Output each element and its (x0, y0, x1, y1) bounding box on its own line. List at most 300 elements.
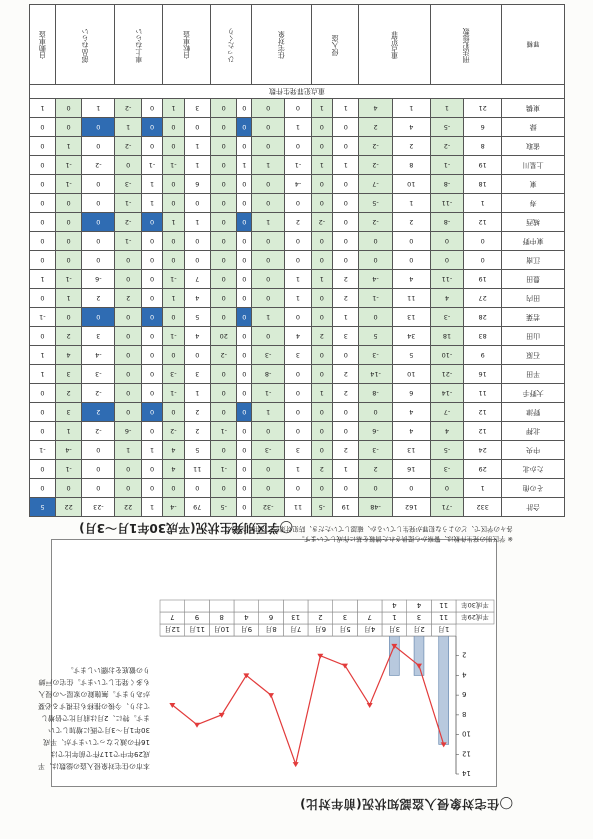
table-cell: 27 (464, 289, 502, 308)
legend-label: 平成30年 (461, 601, 489, 609)
value-label: 9 (194, 613, 200, 621)
table-cell: 4 (359, 99, 392, 118)
table-cell: 16 (392, 460, 430, 479)
y-tick-label: 14 (462, 769, 471, 777)
table-cell: 0 (210, 441, 236, 460)
table-cell: 0 (237, 175, 252, 194)
table-cell: 0 (115, 327, 141, 346)
table-cell: -1 (55, 270, 81, 289)
table-cell: 0 (141, 270, 162, 289)
table-cell: 1 (115, 441, 141, 460)
category-label: 7月 (289, 625, 302, 633)
table-cell: -3 (430, 460, 463, 479)
table-cell: -7 (430, 403, 463, 422)
table-cell: 0 (30, 460, 56, 479)
table-cell: 0 (55, 308, 81, 327)
table-note-2: 各々の学区で、どのような犯罪が発生しているか、確認していただき、防犯対策にご活用ください。 (220, 525, 513, 533)
table-cell: 12 (464, 403, 502, 422)
table-cell: 2 (333, 384, 359, 403)
bar-平成30年 (414, 636, 424, 675)
table-row (30, 137, 565, 156)
table-cell: 0 (30, 384, 56, 403)
district-table (29, 4, 565, 517)
table-cell: 0 (237, 403, 252, 422)
table-cell: -14 (359, 365, 392, 384)
value-label: 1 (392, 613, 397, 621)
table-cell: 0 (141, 422, 162, 441)
table-cell: 3 (333, 327, 359, 346)
table-cell: 1 (184, 156, 210, 175)
table-cell: 0 (30, 251, 56, 270)
table-cell: 0 (285, 365, 311, 384)
table-cell: 1 (464, 479, 502, 498)
table-row (30, 460, 565, 479)
table-cell: 8 (392, 156, 430, 175)
table-cell: 0 (333, 118, 359, 137)
value-cell (160, 600, 185, 612)
table-cell: 2 (392, 137, 430, 156)
y-tick-label: 2 (462, 650, 467, 659)
table-cell: 0 (30, 479, 56, 498)
column-header (252, 5, 312, 85)
table-cell: 10 (392, 175, 430, 194)
table-cell: 1 (311, 99, 332, 118)
value-label: 8 (219, 613, 224, 621)
column-header (311, 5, 359, 85)
table-cell: 0 (311, 289, 332, 308)
table-cell: 0 (464, 251, 502, 270)
table-cell: 0 (184, 118, 210, 137)
table-cell: 0 (237, 308, 252, 327)
table-cell: 1 (311, 384, 332, 403)
table-cell: 0 (82, 118, 115, 137)
table-cell: 0 (311, 346, 332, 365)
table-cell: 0 (82, 232, 115, 251)
table-cell: 0 (163, 118, 184, 137)
table-cell: -8 (430, 175, 463, 194)
value-label: 11 (439, 601, 449, 609)
table-cell: 0 (252, 479, 285, 498)
table-cell: 0 (359, 251, 392, 270)
table-cell: 0 (311, 137, 332, 156)
district-name: 上星川 (502, 156, 565, 175)
table-cell: 0 (252, 251, 285, 270)
table-cell: 0 (252, 232, 285, 251)
line-marker (194, 723, 200, 728)
table-cell: 0 (55, 99, 81, 118)
y-tick-label: 10 (462, 729, 471, 738)
table-cell: -1 (30, 441, 56, 460)
chart-heading: ◯住宅対象侵入盗認知状況(前年対比) (299, 797, 513, 811)
table-cell: -3 (252, 441, 285, 460)
table-cell: 1 (141, 194, 162, 213)
table-cell: 0 (141, 403, 162, 422)
table-cell: -2 (359, 156, 392, 175)
table-row (30, 270, 565, 289)
table-cell: 4 (184, 327, 210, 346)
table-cell: 1 (55, 289, 81, 308)
table-cell: -6 (82, 270, 115, 289)
table-cell: 19 (464, 270, 502, 289)
table-cell: -2 (115, 137, 141, 156)
table-cell: 3 (55, 365, 81, 384)
table-cell: 0 (82, 137, 115, 156)
table-cell: 0 (237, 213, 252, 232)
table-cell: 0 (141, 460, 162, 479)
table-cell: 1 (311, 270, 332, 289)
table-cell: -1 (115, 232, 141, 251)
table-cell: 2 (311, 460, 332, 479)
table-cell: 0 (311, 365, 332, 384)
table-cell: -1 (210, 422, 236, 441)
chart-note-line: 本市の住宅対象侵入盗の総数は、平 (38, 762, 150, 770)
value-label: 3 (342, 613, 348, 621)
category-label: 1月 (437, 625, 450, 633)
table-cell: 0 (55, 194, 81, 213)
table-cell: 3 (82, 327, 115, 346)
table-cell: 0 (285, 422, 311, 441)
chart-note-line: 成29年中で117件で前年比では (50, 750, 150, 758)
table-cell: 0 (141, 251, 162, 270)
table-cell: -48 (359, 498, 392, 517)
group-header-row (30, 85, 565, 99)
table-cell: 0 (82, 479, 115, 498)
table-cell: 4 (184, 289, 210, 308)
header-row (30, 5, 565, 85)
table-cell: 0 (141, 213, 162, 232)
table-cell: 0 (237, 498, 252, 517)
table-cell: 6 (464, 118, 502, 137)
district-name: 中央 (502, 441, 565, 460)
chart-note-line: 16件の減となっていますが、平成 (43, 738, 150, 746)
chart-note-line: も多く発生しています。住宅の戸締 (38, 678, 150, 686)
chart-note-line: ます。特に、2月は前月比で倍増し (41, 714, 150, 722)
category-label: 8月 (265, 625, 277, 633)
category-label: 4月 (363, 625, 376, 633)
table-cell: 0 (30, 232, 56, 251)
table-cell: 2 (359, 118, 392, 137)
table-cell: 0 (311, 232, 332, 251)
table-cell: 0 (30, 118, 56, 137)
table-cell: 2 (359, 460, 392, 479)
table-cell: 1 (285, 460, 311, 479)
line-平成29年 (172, 646, 443, 764)
table-cell: 3 (285, 346, 311, 365)
column-header-label: 刑法犯総数 (462, 28, 471, 63)
table-cell: 1 (30, 346, 56, 365)
value-cell (185, 600, 210, 612)
table-cell: 0 (285, 232, 311, 251)
table-cell: -8 (359, 384, 392, 403)
table-cell: -1 (55, 175, 81, 194)
table-cell: 0 (163, 346, 184, 365)
district-name: 若葉 (502, 308, 565, 327)
table-cell: 0 (210, 289, 236, 308)
bar-平成30年 (439, 636, 449, 744)
value-cell (209, 600, 234, 612)
table-cell: 0 (333, 403, 359, 422)
table-cell: 0 (359, 403, 392, 422)
line-marker (441, 742, 447, 747)
table-cell: 0 (237, 137, 252, 156)
table-cell: 0 (237, 346, 252, 365)
column-header-label: 部品ねらい (81, 28, 90, 63)
table-cell: 0 (30, 213, 56, 232)
table-cell: 0 (163, 251, 184, 270)
table-cell: 0 (210, 479, 236, 498)
table-cell: 0 (141, 99, 162, 118)
table-row (30, 441, 565, 460)
table-cell: 1 (55, 137, 81, 156)
table-cell: 2 (333, 270, 359, 289)
district-name: 田内 (502, 289, 565, 308)
column-header (430, 5, 501, 85)
district-name: たか北 (502, 460, 565, 479)
table-cell: 5 (359, 327, 392, 346)
table-cell: 4 (285, 327, 311, 346)
category-label: 3月 (388, 625, 401, 633)
table-cell: 0 (311, 479, 332, 498)
table-cell: 0 (210, 118, 236, 137)
table-cell: -10 (430, 346, 463, 365)
table-cell: 22 (55, 498, 81, 517)
table-row (30, 232, 565, 251)
table-cell: 1 (252, 213, 285, 232)
chart-canvas (38, 538, 496, 786)
district-name: 平田 (502, 365, 565, 384)
table-cell: 4 (163, 441, 184, 460)
table-cell: 0 (115, 384, 141, 403)
district-name: 野津 (502, 403, 565, 422)
column-header (210, 5, 251, 85)
table-cell: 0 (82, 460, 115, 479)
table-cell: 0 (285, 99, 311, 118)
table-cell: 0 (115, 403, 141, 422)
table-row (30, 479, 565, 498)
table-cell: 0 (141, 365, 162, 384)
table-cell: 0 (210, 308, 236, 327)
table-cell: -8 (252, 365, 285, 384)
column-header (359, 5, 430, 85)
table-cell: 4 (430, 422, 463, 441)
category-label: 2月 (413, 625, 425, 633)
table-cell: 0 (115, 308, 141, 327)
table-cell: 0 (252, 194, 285, 213)
table-cell: 0 (333, 422, 359, 441)
table-cell: 0 (252, 289, 285, 308)
table-cell: 0 (285, 308, 311, 327)
table-row (30, 289, 565, 308)
category-label: 11月 (189, 625, 205, 633)
table-cell: 1 (163, 289, 184, 308)
table-cell: 0 (210, 175, 236, 194)
table-cell: 0 (163, 308, 184, 327)
table-cell: -1 (55, 156, 81, 175)
table-cell: -1 (163, 156, 184, 175)
district-name: 合計 (502, 498, 565, 517)
table-cell: 0 (252, 137, 285, 156)
table-cell: -32 (252, 498, 285, 517)
group-header: 重点犯罪発生件数 (30, 85, 565, 99)
table-row (30, 156, 565, 175)
table-cell: 11 (464, 384, 502, 403)
table-cell: 3 (184, 99, 210, 118)
table-cell: 1 (141, 175, 162, 194)
table-cell: 0 (141, 232, 162, 251)
table-cell: 1 (82, 99, 115, 118)
table-cell: 0 (237, 99, 252, 118)
table-cell: -21 (430, 365, 463, 384)
table-cell: 0 (184, 251, 210, 270)
table-cell: -1 (30, 308, 56, 327)
value-label: 4 (244, 613, 249, 621)
table-cell: 1 (311, 156, 332, 175)
table-cell: -2 (82, 422, 115, 441)
table-row (30, 422, 565, 441)
table-cell: 13 (392, 308, 430, 327)
table-cell: 1 (141, 498, 162, 517)
table-cell: -2 (82, 384, 115, 403)
table-cell: -5 (430, 118, 463, 137)
district-name: 大野手 (502, 384, 565, 403)
table-cell: 0 (359, 479, 392, 498)
value-cell (259, 600, 284, 612)
table-row (30, 365, 565, 384)
table-cell: 4 (430, 289, 463, 308)
table-cell: 18 (430, 327, 463, 346)
table-cell: -2 (115, 99, 141, 118)
table-cell: 1 (252, 403, 285, 422)
line-marker (268, 693, 274, 698)
table-cell: 0 (311, 175, 332, 194)
table-cell: -1 (210, 460, 236, 479)
table-cell: 0 (184, 232, 210, 251)
table-cell: 1 (430, 99, 463, 118)
table-cell: 0 (210, 137, 236, 156)
column-header-label: 重点犯罪 (390, 31, 399, 60)
table-cell: 0 (30, 403, 56, 422)
table-cell: 1 (252, 308, 285, 327)
table-cell: 8 (464, 137, 502, 156)
table-cell: 0 (82, 213, 115, 232)
table-cell: 0 (285, 479, 311, 498)
table-cell: 2 (115, 289, 141, 308)
column-header (115, 5, 163, 85)
table-cell: 29 (464, 460, 502, 479)
table-cell: 11 (392, 289, 430, 308)
district-name: 豊田 (502, 270, 565, 289)
district-name: その他 (502, 479, 565, 498)
table-cell: -1 (163, 270, 184, 289)
table-cell: 2 (333, 441, 359, 460)
chart-note-line: があります。無施錠の家屋への侵入 (38, 690, 150, 698)
table-cell: 0 (311, 251, 332, 270)
table-cell: 0 (237, 441, 252, 460)
table-cell: 2 (333, 365, 359, 384)
table-cell: 0 (30, 422, 56, 441)
table-cell: 16 (464, 365, 502, 384)
category-label: 12月 (164, 625, 181, 633)
table-cell: 2 (55, 384, 81, 403)
table-cell: 0 (333, 232, 359, 251)
table-cell: 7 (184, 270, 210, 289)
table-cell: 22 (115, 498, 141, 517)
table-cell: 6 (184, 175, 210, 194)
table-cell: 0 (141, 137, 162, 156)
table-cell: -4 (55, 441, 81, 460)
table-cell: 5 (184, 441, 210, 460)
table-cell: -6 (359, 422, 392, 441)
table-cell: -3 (359, 441, 392, 460)
table-cell: 4 (392, 422, 430, 441)
table-cell: 1 (285, 270, 311, 289)
table-cell: -1 (430, 156, 463, 175)
table-cell: 0 (237, 232, 252, 251)
table-cell: 0 (210, 156, 236, 175)
table-cell: 1 (30, 270, 56, 289)
category-label: 5月 (339, 625, 351, 633)
table-cell: 0 (237, 384, 252, 403)
value-label: 3 (416, 613, 422, 621)
table-cell: 0 (141, 384, 162, 403)
table-cell: 0 (141, 289, 162, 308)
district-name: 石原 (502, 346, 565, 365)
table-cell: -3 (115, 175, 141, 194)
table-cell: -14 (430, 384, 463, 403)
chart-note-line: ており、今後の推移も注視する必要 (38, 702, 150, 710)
table-cell: 0 (285, 384, 311, 403)
table-cell: 0 (392, 251, 430, 270)
table-cell: 0 (311, 422, 332, 441)
table-heading: ◯学区別発生状況(平成30年1月〜3月) (79, 521, 293, 535)
table-row (30, 346, 565, 365)
table-cell: 0 (333, 194, 359, 213)
table-cell: 0 (82, 308, 115, 327)
table-cell: -23 (82, 498, 115, 517)
table-row (30, 194, 565, 213)
table-cell: 0 (285, 194, 311, 213)
table-cell: 28 (464, 308, 502, 327)
bar-平成30年 (389, 636, 399, 675)
table-cell: 6 (392, 384, 430, 403)
table-cell: -5 (430, 441, 463, 460)
table-cell: 4 (392, 118, 430, 137)
district-name: 東中野 (502, 232, 565, 251)
table-cell: 0 (252, 460, 285, 479)
value-label: 13 (291, 613, 301, 621)
table-cell: 0 (163, 137, 184, 156)
crime-type-label: 罪種 (502, 5, 565, 85)
table-cell: 0 (464, 232, 502, 251)
table-cell: 0 (210, 270, 236, 289)
district-name: 緑 (502, 118, 565, 137)
table-cell: -4 (285, 175, 311, 194)
table-cell: 4 (55, 346, 81, 365)
table-cell: 13 (392, 441, 430, 460)
table-cell: 0 (163, 479, 184, 498)
table-cell: 19 (464, 156, 502, 175)
table-cell: 0 (141, 308, 162, 327)
table-cell: 83 (464, 327, 502, 346)
table-cell: -5 (359, 194, 392, 213)
table-cell: 0 (237, 365, 252, 384)
table-cell: 0 (430, 479, 463, 498)
district-name: 東橋 (502, 99, 565, 118)
table-cell: -3 (163, 365, 184, 384)
table-cell: 0 (285, 137, 311, 156)
table-cell: 2 (184, 422, 210, 441)
table-cell: 1 (184, 384, 210, 403)
